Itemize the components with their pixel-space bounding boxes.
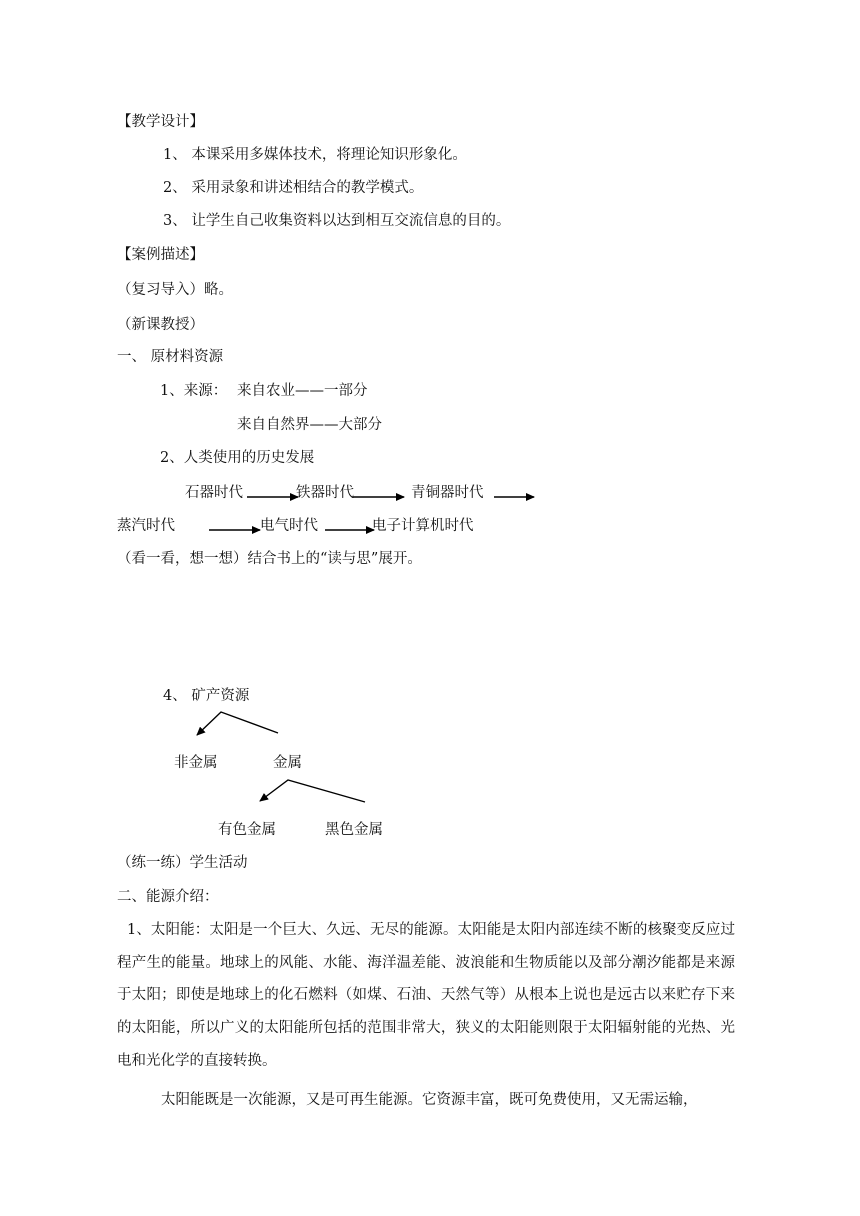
nonferrous-label: 有色金属 — [218, 822, 276, 838]
review-intro: （复习导入）略。 — [117, 282, 233, 298]
history-title: 2、人类使用的历史发展 — [160, 450, 315, 466]
source-label: 1、来源： — [160, 383, 228, 399]
solar-paragraph-2 — [117, 1084, 735, 1117]
look-think: （看一看，想一想）结合书上的“读与思”展开。 — [117, 551, 422, 567]
arrow-minerals-nonmetal — [197, 712, 278, 735]
teaching-design-item-3: 3、 让学生自己收集资料以达到相互交流信息的目的。 — [163, 213, 511, 229]
era-steam: 蒸汽时代 — [117, 518, 175, 534]
metal-label: 金属 — [273, 755, 302, 771]
teaching-design-item-1: 1、 本课采用多媒体技术，将理论知识形象化。 — [163, 147, 467, 163]
section2-title: 二、能源介绍： — [117, 889, 219, 905]
solar-paragraph-text: 1、太阳能：太阳是一个巨大、久远、无尽的能源。太阳能是太阳内部连续不断的核聚变反应过程产生的能量。地球上的风能、水能、海洋温差能、波浪能和生物质能以及部分潮汐能都是来源于太阳；即使是地球上的化石燃料（如煤、石油、天然气等）从根本上说也是远古以来贮存下来的太阳能，所以广义的太阳能所包括的范围非常大，狭义的太阳能则限于太阳辐射能的光热、光电和光化学的直接转换。 — [117, 922, 735, 1069]
practice-label: （练一练）学生活动 — [117, 855, 248, 871]
minerals-title: 4、 矿产资源 — [163, 688, 250, 704]
teaching-design-heading: 【教学设计】 — [117, 114, 204, 130]
arrow-metal-nonferrous — [260, 780, 365, 802]
era-electric: 电气时代 — [260, 518, 318, 534]
source-agriculture: 来自农业——一部分 — [237, 383, 368, 399]
era-bronze: 青铜器时代 — [411, 485, 484, 501]
section1-title: 一、 原材料资源 — [117, 349, 224, 365]
solar-paragraph — [117, 914, 735, 1078]
era-computer: 电子计算机时代 — [372, 518, 474, 534]
teaching-design-item-2: 2、 采用录象和讲述相结合的教学模式。 — [163, 180, 424, 196]
era-stone: 石器时代 — [185, 485, 243, 501]
solar-paragraph-2-text: 太阳能既是一次能源，又是可再生能源。它资源丰富，既可免费使用，又无需运输， — [161, 1092, 698, 1108]
case-heading: 【案例描述】 — [117, 247, 204, 263]
nonmetal-label: 非金属 — [174, 755, 218, 771]
era-iron: 铁器时代 — [296, 485, 354, 501]
new-lesson-label: （新课教授） — [117, 317, 204, 333]
source-nature: 来自自然界——大部分 — [237, 417, 382, 433]
ferrous-label: 黑色金属 — [325, 822, 383, 838]
